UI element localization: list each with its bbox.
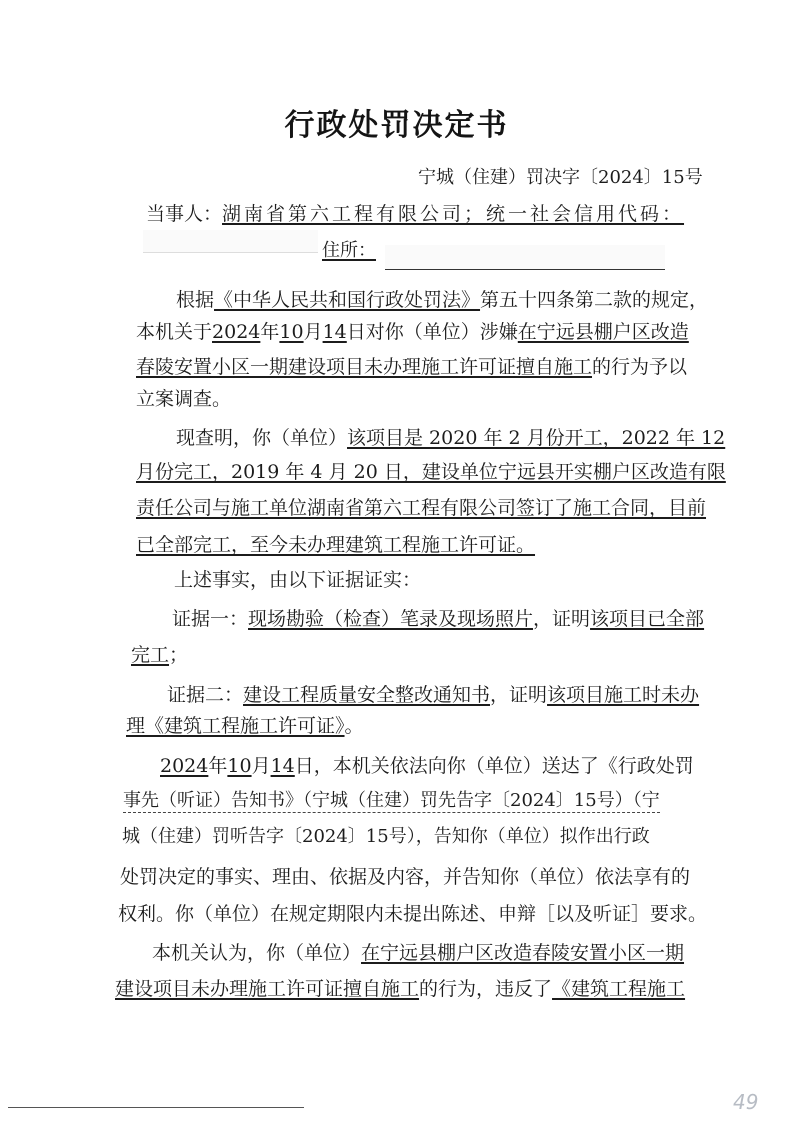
evidence1-line2: 完工； [131,644,189,666]
para2-line4: 已全部完工，至今未办理建筑工程施工许可证。 [136,534,536,556]
para3-line: 上述事实，由以下证据证实： [174,569,422,591]
para2-line1: 现查明，你（单位）该项目是 2020 年 2 月份开工，2022 年 12 [176,427,726,449]
para5-line2: 建设项目未办理施工许可证擅自施工的行为，违反了《建筑工程施工 [115,978,686,1000]
handwritten-page-number: 49 [733,1090,759,1114]
para1-line4: 立案调查。 [136,388,232,410]
address-label: 住所： [322,240,376,261]
para2-line3: 责任公司与施工单位湖南省第六工程有限公司签订了施工合同，目前 [136,497,707,519]
law-reference: 《中华人民共和国行政处罚法》 [214,289,481,311]
redacted-credit-code [143,230,318,253]
para2-line2: 月份完工，2019 年 4 月 20 日，建设单位宁远县开实棚户区改造有限 [136,461,726,483]
para4-line1: 2024年10月14日，本机关依法向你（单位）送达了《行政处罚 [160,755,694,777]
para1-line2: 本机关于2024年10月14日对你（单位）涉嫌在宁远县棚户区改造 [136,321,689,343]
para4-line3: 城（住建）罚听告字〔2024〕15号），告知你（单位）拟作出行政 [122,826,650,847]
document-number: 宁城（住建）罚决字〔2024〕15号 [418,167,703,188]
para1-line3: 春陵安置小区一期建设项目未办理施工许可证擅自施工的行为予以 [136,356,688,378]
address-line [322,238,376,264]
document-title: 行政处罚决定书 [284,108,509,143]
evidence2-line1: 证据二：建设工程质量安全整改通知书，证明该项目施工时未办 [167,684,700,706]
party-name: 湖南省第六工程有限公司；统一社会信用代码： [222,203,685,225]
redacted-address [385,245,665,270]
party-line [146,201,684,227]
para4-line4: 处罚决定的事实、理由、依据及内容，并告知你（单位）依法享有的 [120,866,691,888]
para4-line2: 事先（听证）告知书》（宁城（住建）罚先告字〔2024〕15号）（宁 [123,790,660,811]
party-label: 当事人： [146,203,223,225]
evidence2-line2: 理《建筑工程施工许可证》。 [126,715,364,737]
footer-rule [8,1107,304,1108]
para4-line5: 权利。你（单位）在规定期限内未提出陈述、申辩［以及听证］要求。 [118,903,708,925]
evidence1-line1: 证据一：现场勘验（检查）笔录及现场照片，证明该项目已全部 [172,608,705,630]
para1-line1: 根据《中华人民共和国行政处罚法》第五十四条第二款的规定， [176,289,709,311]
para5-line1: 本机关认为，你（单位）在宁远县棚户区改造春陵安置小区一期 [152,942,685,964]
